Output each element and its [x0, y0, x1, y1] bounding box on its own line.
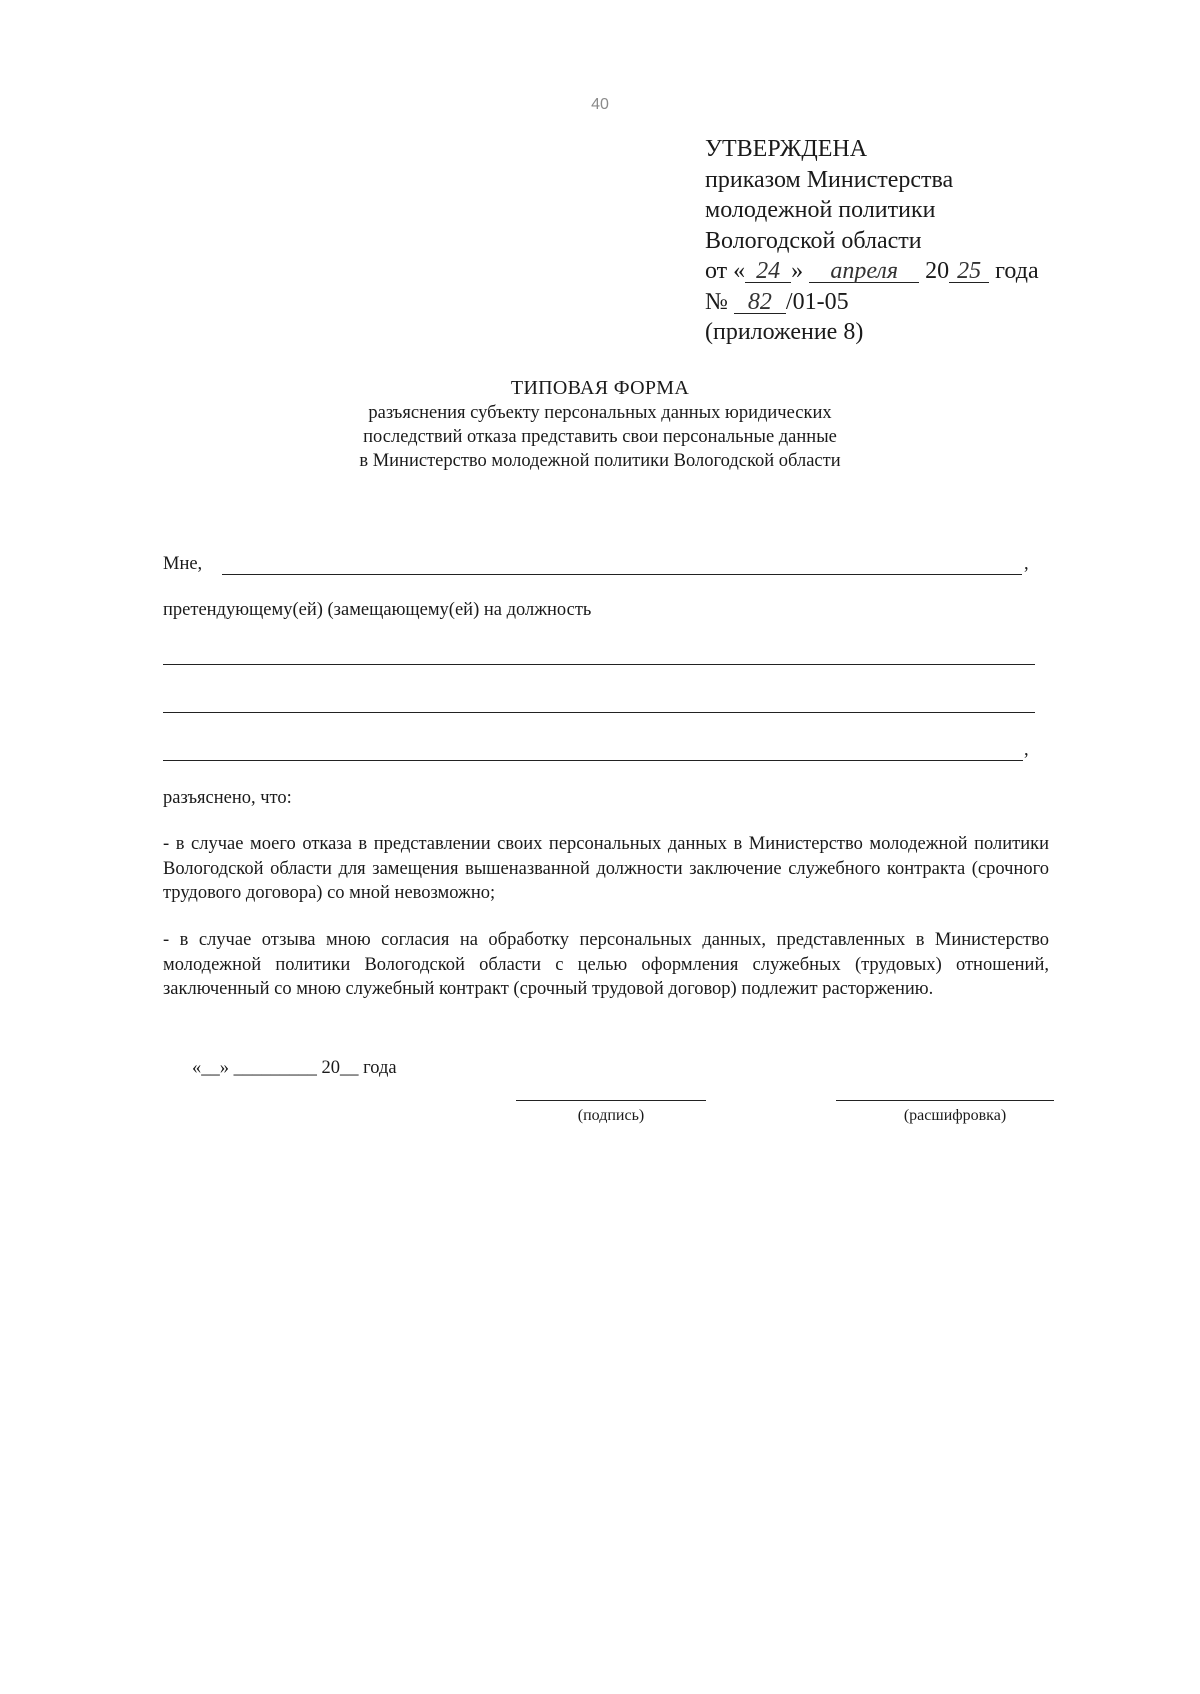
approval-number [705, 287, 1039, 318]
me-label: Мне, [163, 554, 203, 574]
approval-date-month: апреля [809, 260, 919, 283]
approval-date-day: 24 [745, 260, 791, 283]
full-name-blank-line [222, 574, 1022, 575]
position-blank-line-3 [163, 760, 1023, 761]
approval-annex: (приложение 8) [705, 319, 864, 345]
approval-date-suffix: года [995, 258, 1039, 284]
form-subtitle-line-2: последствий отказа представить свои персональные данные [363, 427, 837, 447]
decoding-blank-line [836, 1100, 1054, 1101]
form-subtitle-line-1: разъяснения субъекту персональных данных юридических [368, 403, 832, 423]
position-blank-line-1 [163, 664, 1035, 665]
form-title: ТИПОВАЯ ФОРМА [510, 377, 690, 399]
position-blank-line-2 [163, 712, 1035, 713]
signature-date-line: «__» _________ 20__ года [192, 1058, 397, 1078]
clause-refusal: - в случае моего отказа в представлении своих персональных данных в Министерство молодежной политики Вологодской области для замещения вышеназванной должности заключение служебного контракта (срочного трудового договора) со мной невозможно; [163, 834, 1049, 903]
approval-line-2: молодежной политики [705, 197, 936, 223]
approval-date [705, 256, 1039, 287]
approval-line-1: приказом Министерства [705, 166, 954, 193]
form-subtitle-line-3: в Министерство молодежной политики Вологодской области [359, 451, 841, 471]
approval-date-year-suffix: 25 [949, 260, 989, 283]
approval-number-value: 82 [734, 291, 786, 314]
decoding-caption: (расшифровка) [903, 1107, 1007, 1124]
approval-date-prefix: от « [705, 258, 746, 284]
signature-blank-line [516, 1100, 706, 1101]
approval-number-prefix: № [705, 288, 728, 315]
clause-withdrawal: - в случае отзыва мною согласия на обработку персональных данных, представленных в Министерство молодежной политики Вологодской области с целью оформления служебных (трудовых) отношений, заключенный со мною служебный контракт (срочный трудовой договор) подлежит расторжению. [163, 930, 1049, 999]
explained-label: разъяснено, что: [163, 788, 292, 808]
approval-heading: УТВЕРЖДЕНА [705, 136, 868, 162]
approval-line-3: Вологодской области [705, 227, 922, 254]
approval-number-suffix: /01-05 [785, 288, 849, 315]
form-title-block [0, 376, 1200, 473]
position-label: претендующему(ей) (замещающему(ей) на должность [163, 600, 592, 620]
approval-stamp [705, 134, 1039, 348]
page-number: 40 [591, 96, 609, 113]
position-comma: , [1024, 740, 1029, 760]
signature-caption: (подпись) [577, 1107, 645, 1124]
approval-date-year-prefix: 20 [925, 258, 950, 284]
me-comma: , [1024, 554, 1029, 574]
approval-date-mid: » [791, 258, 804, 284]
